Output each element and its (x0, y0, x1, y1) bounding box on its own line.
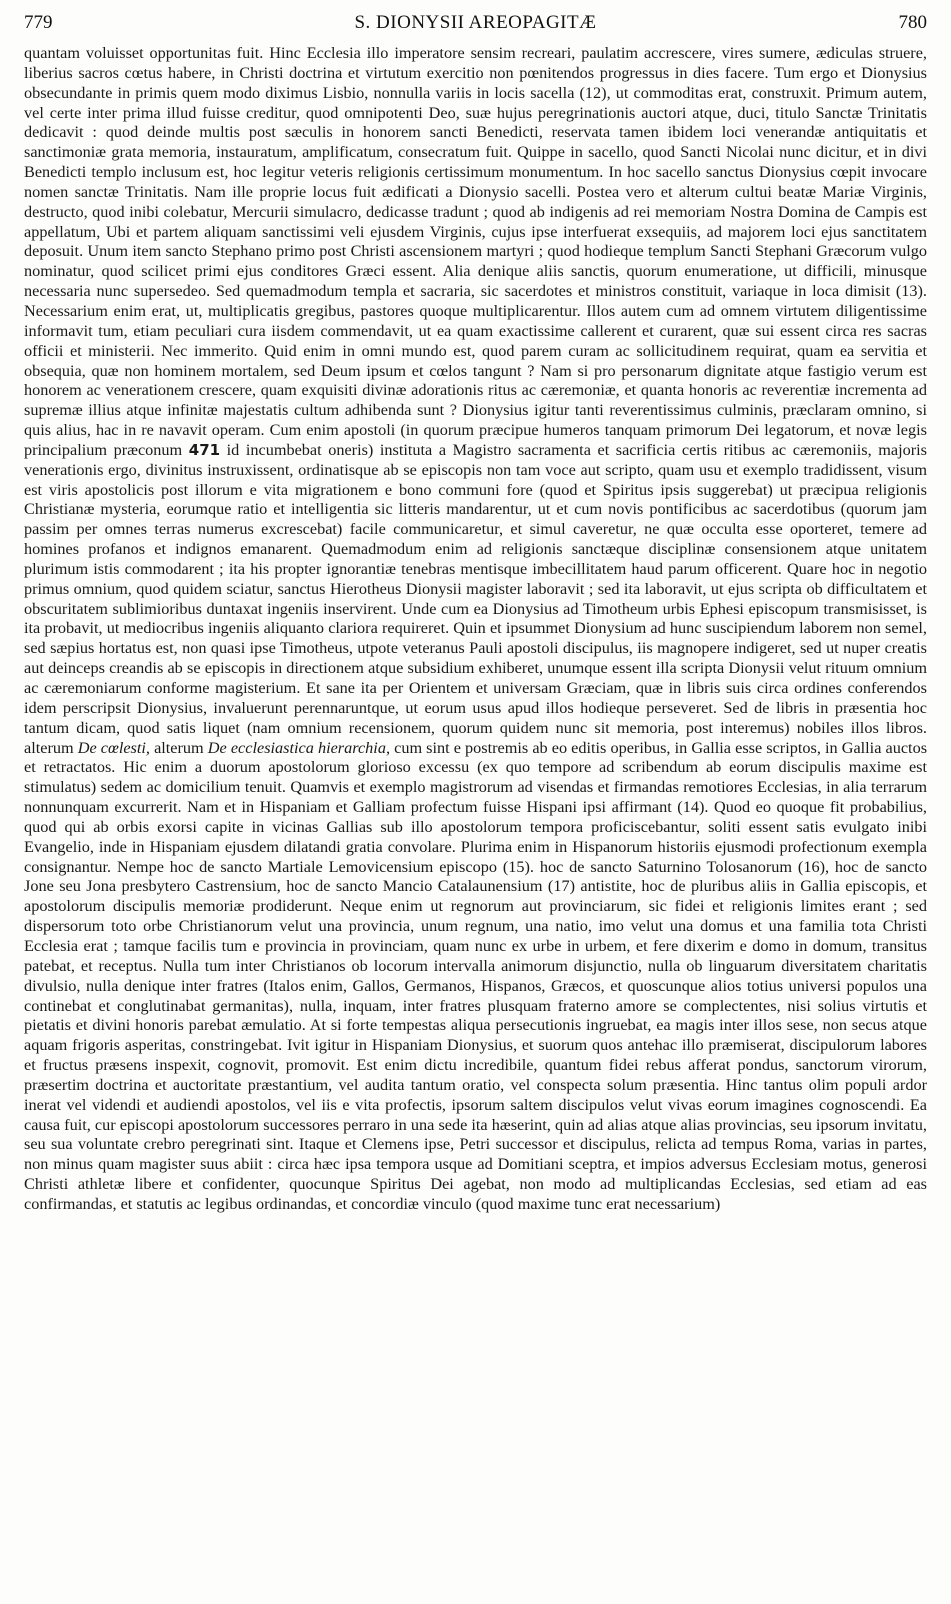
book-title-italic: De ecclesiastica hierarchia, (207, 738, 391, 757)
page-number-right: 780 (898, 12, 927, 33)
text-run: cum sint e postremis ab eo editis operibus, in Gallia esse scriptos, in Gallia auctos et retractatos. Hic enim a duorum apostolorum glorioso excessu (ex quo tempore ad scribendum ab eorum discipulis maxime est stimulatus) sedem ac domicilium tenuit. Quamvis et exemplo magistrorum ad visendas et firmandas remotiores Ecclesias, in alia terrarum nonnunquam excurrerit. Nam et in Hispaniam et Galliam profectum fuisse Hispani ipsi affirmant (14). Quod eo quoque fit probabilius, quod qui ab orbis exorsi capite in vicinas Gallias sub illo apostolorum tempora proficiscebantur, soliti essent satis evulgato inibi Evangelio, inde in Hispaniam ejusdem dilatandi gratia convolare. Plurima enim in Hispanorum historiis ejusmodi profectionum exempla consignantur. Nempe hoc de sancto Martiale Lemovicensium episcopo (15). hoc de sancto Saturnino Tolosanorum (16), hoc de sancto Jone seu Jona presbytero Castrensium, hoc de sancto Mancio Catalaunensium (17) antistite, hoc de pluribus aliis in Gallia episcopis, et apostolorum discipulis memoriæ prodiderunt. Neque enim ut regnorum aut provinciarum, sic fidei et religionis limites erant ; sed dispersorum toto orbe Christianorum velut una provincia, unum regnum, una natio, imo velut una domus et una familia tota Christi Ecclesia erat ; tamque facilis tum e provincia in provinciam, quam nunc ex urbe in urbem, et fere dixerim e domo in domum, transitus patebat, et receptus. Nulla tum inter Christianos ob locorum intervalla animorum disjunctio, nulla ob linguarum diversitatem charitatis divulsio, nulla denique inter fratres (Italos enim, Gallos, Germanos, Hispanos, Græcos, et quoscunque alios totius universi populos una continebat et conglutinabat germanitas), nulla, inquam, inter fratres plusquam fraterno amore se complectentes, nisi solius virtutis et pietatis et divini honoris parebat æmulatio. At si forte tempestas aliqua persecutionis ingruebat, ea magis inter illos sese, non secus atque aquam frigoris asperitas, constringebat. Ivit igitur in Hispaniam Dionysius, et suorum quos antehac illo præmiserat, discipulorum labores et fructus præsens inspexit, cognovit, promovit. Est enim dictu incredibile, quantum fidei rebus afferat pondus, sanctorum virorum, præsertim doctrina et auctoritate præstantium, vel audita tantum oratio, vel conspecta solum præsentia. Hinc tantus olim populi ardor inerat vel videndi et audiendi apostolos, vel iis e vita profectis, ipsorum saltem discipulos velut vivas eorum imagines cognoscendi. Ea causa fuit, cur episcopi apostolorum successores perraro in una sede ita hæserint, quin ad alias atque alias provincias, seu ipsorum invitatu, seu sua voluntate crebro peregrinati sint. Itaque et Clemens ipse, Petri successor et discipulus, relicta ad tempus Roma, varias in partes, non minus quam magister suus abiit : circa hæc ipsa tempora usque ad Domitiani sceptra, et impios adversus Ecclesiam motus, generosi Christi athletæ libere et confidenter, quocunque Spiritus Dei agebat, non modo ad multiplicandas Ecclesias, sed etiam ad eas confirmandas, et statutis ac legibus ordinandas, et concordiæ vinculo (quod maxime tunc erat necessarium) (24, 738, 928, 1213)
column-marker: 471 (188, 440, 221, 459)
text-run: alterum (154, 738, 204, 757)
page-number-left: 779 (24, 12, 53, 33)
paragraph (24, 44, 927, 1215)
text-run: quantam voluisset opportunitas fuit. Hinc Ecclesia illo imperatore sensim recreari, paulatim accrescere, vires sumere, ædiculas struere, liberius sacros cœtus habere, in Christi doctrina et virtutum exercitio non pœnitendos progressus in dies facere. Tum ergo et Dionysius obsecundante in primis quem modo diximus Lisbio, nonnulla variis in locis sacella (12), ut commoditas erat, construxit. Primum autem, vel certe inter prima illud fuisse creditur, quod omnipotenti Deo, suæ hujus peregrinationis auctori atque, duci, titulo Sanctæ Trinitatis dedicavit : quod deinde multis post sæculis in honorem sancti Benedicti, reservata tamen ibidem loci venerandæ antiquitatis et sanctimoniæ grata memoria, instauratum, amplificatum, consecratum fuit. Quippe in sacello, quod Sancti Nicolai nunc dicitur, et in divi Benedicti templo inclusum est, hoc legitur veteris religionis certissimum monumentum. In hoc sacello sanctus Dionysius cœpit invocare nomen sanctæ Trinitatis. Nam ille proprie locus fuit ædificati a Dionysio sacelli. Postea vero et alterum cultui beatæ Mariæ Virginis, destructo, quod inibi colebatur, Mercurii simulacro, dedicasse tradunt ; quod ab indigenis ad rei memoriam Nostra Domina de Campis est appellatum, Ubi et partem aliquam sanctissimi veli ejusdem Virginis, cujus ipse interfuerat exsequiis, ad majorem loci ejus sanctitatem deposuit. Unum item sancto Stephano primo post Christi ascensionem martyri ; quod hodieque templum Sancti Stephani Græcorum vulgo nominatur, quod scilicet primi ejus conditores Græci essent. Alia denique aliis sanctis, quorum enumeratione, ut difficili, minusque necessaria nunc supersedeo. Sed quemadmodum templa et sacraria, sic sacerdotes et ministros constituit, variaque in loca dimisit (13). Necessarium enim erat, ut, multiplicatis gregibus, pastores quoque multiplicarentur. Illos autem cum ad omnem virtutem diligentissime informavit tum, etiam peculiari cura iisdem commendavit, ut ea quam exactissime callerent et curarent, quæ sui essent circa res sacras officii et ministerii. Nec immerito. Quid enim in omni mundo est, quod parem curam ac sollicitudinem requirat, quam ea servitia et obsequia, quæ non hominem mortalem, sed Deum ipsum et cœlos tangunt ? Nam si pro personarum dignitate atque fastigio verum est honorem ac venerationem crescere, quam exquisiti divinæ adorationis ritus ac cæremoniæ, et quanta honoris ac reverentiæ incrementa ad supremæ illius atque infinitæ majestatis cultum adhibenda sunt ? Dionysius igitur tanti reverentissimus culminis, præclaram omnino, si quis alius, hac in re navavit operam. Cum enim apostoli (in quorum præcipue humeros tanquam primorum Dei legatorum, et novæ legis principalium præconum (24, 44, 927, 459)
page-header (24, 12, 927, 40)
running-title: S. DIONYSII AREOPAGITÆ (354, 12, 597, 33)
body-text (24, 44, 927, 1594)
book-title-italic: De cœlesti, (77, 738, 150, 757)
text-run: id incumbebat oneris) instituta a Magistro sacramenta et sacrificia certis ritibus ac cæremoniis, majoris venerationis ergo, divinitus instruxissent, ordinatisque ab se episcopis non tam voce aut scripto, quam usu et exemplo tradidissent, visum est viris apostolicis post illorum e vita migrationem e bono communi fore (quod et Spiritus ipsis suggerebat) ut præcipua religionis Christianæ mysteria, eorumque ratio et intelligentia sic litteris mandarentur, ut et cum novis pontificibus ac sacerdotibus (quorum jam passim per omnes terras numerus excrescebat) facile communicaretur, et simul caveretur, ne quæ occulta esse oporteret, temere ad homines profanos et indignos emanarent. Quemadmodum enim ad religionis sanctæque disciplinæ consensionem atque unitatem plurimum istis commodarent ; ita his propter ignorantiæ tenebras mentisque imbecillitatem haud parum officerent. Quare hoc in negotio primus omnium, quod quidem sciatur, sanctus Hierotheus Dionysii magister laboravit ; sed ita laboravit, ut ejus scripta ob difficultatem et obscuritatem sublimioribus duntaxat ingeniis inservirent. Unde cum ea Dionysius ad Timotheum urbis Ephesi episcopum transmisisset, is ita probavit, ut mediocribus ingeniis aliquanto clariora requireret. Quin et ipsummet Dionysium ad hunc suscipiendum laborem non semel, sed sæpius hortatus est, non quasi ipse Timotheus, utpote veteranus Pauli apostoli discipulus, iis magnopere indigeret, sed ut nuper creatis aut deinceps creandis ab se episcopis in directionem atque subsidium exhiberet, unumque essent illa scripta Dionysii velut rituum omnium ac cæremoniarum conforme magisterium. Et sane ita per Orientem et universam Græciam, quæ in libris suis circa ordines conferendos idem perscripsit Dionysius, invaluerunt perennaruntque, ut eorum usus apud illos hodieque perseveret. Sed de libris in præsentia hoc tantum dicam, quod satis liquet (nam omnium recensionem, quorum quidem nunc sit memoria, post interemus) nobiles illos libros. alterum (24, 440, 927, 757)
